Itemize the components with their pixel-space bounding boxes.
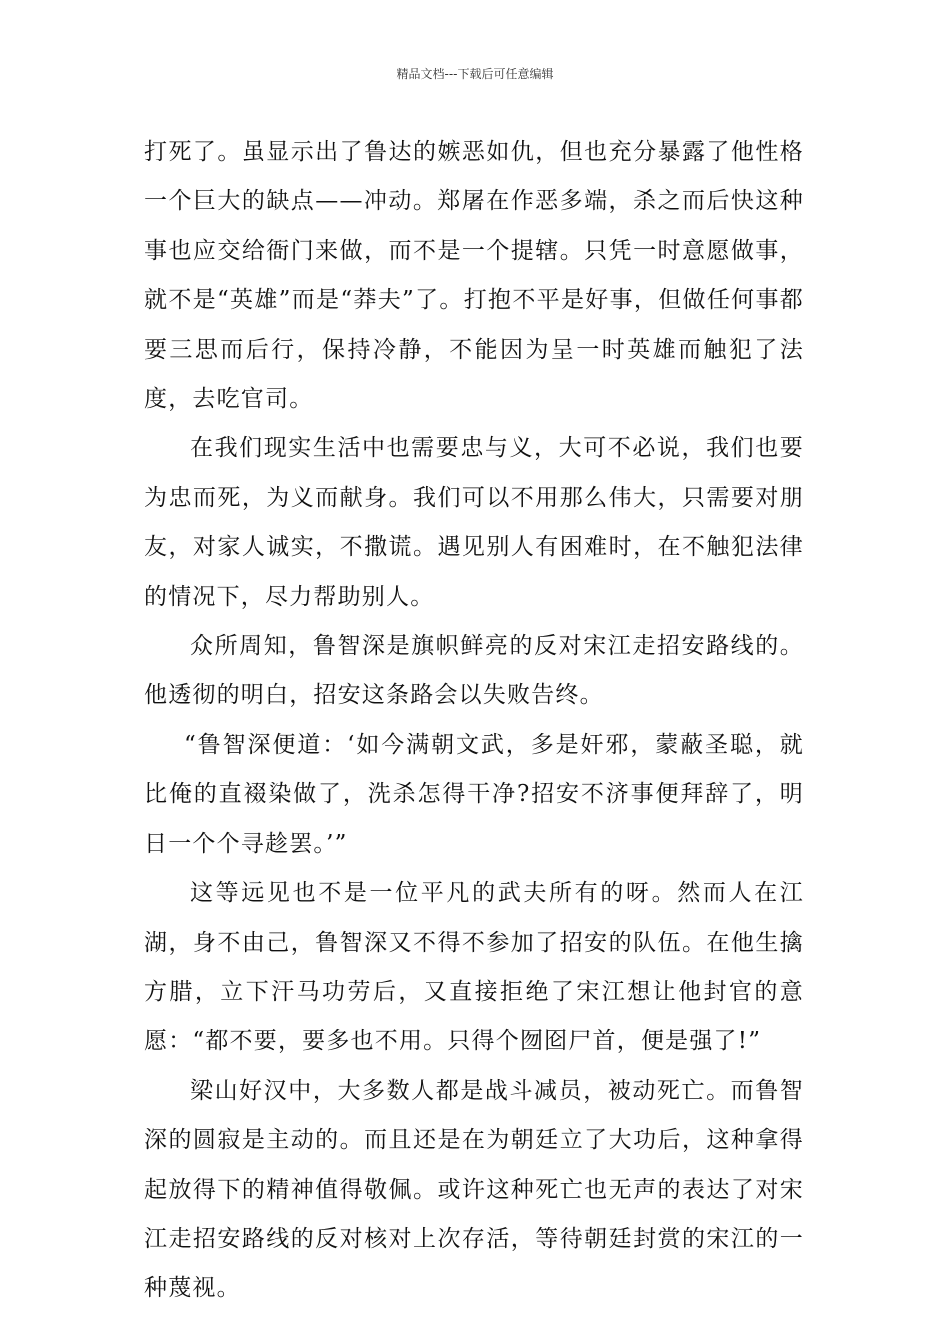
paragraph-foresight: 这等远见也不是一位平凡的武夫所有的呀。然而人在江湖，身不由己，鲁智深又不得不参加了招安的队伍。在他生擒方腊，立下汗马功劳后，又直接拒绝了宋江想让他封官的意愿：“都不要，要多也不用。只得个囫囵尸首，便是强了!” bbox=[144, 880, 804, 1055]
document-body bbox=[144, 128, 804, 1314]
paragraph-continued: 打死了。虽显示出了鲁达的嫉恶如仇，但也充分暴露了他性格一个巨大的缺点——冲动。郑屠在作恶多端，杀之而后快这种事也应交给衙门来做，而不是一个提辖。只凭一时意愿做事，就不是“英雄”而是“莽夫”了。打抱不平是好事，但做任何事都要三思而后行，保持冷静，不能因为呈一时英雄而触犯了法度，去吃官司。 bbox=[144, 139, 804, 413]
paragraph-quote: “鲁智深便道：‘如今满朝文武，多是奸邪，蒙蔽圣聪，就比俺的直裰染做了，洗杀怎得干净?招安不济事便拜辞了，明日一个个寻趁罢。’” bbox=[144, 731, 804, 857]
paragraph-conclusion: 梁山好汉中，大多数人都是战斗减员，被动死亡。而鲁智深的圆寂是主动的。而且还是在为朝廷立了大功后，这种拿得起放得下的精神值得敬佩。或许这种死亡也无声的表达了对宋江走招安路线的反对核对上次存活，等待朝廷封赏的宋江的一种蔑视。 bbox=[144, 1077, 804, 1302]
paragraph-anti-amnesty: 众所周知，鲁智深是旗帜鲜亮的反对宋江走招安路线的。他透彻的明白，招安这条路会以失败告终。 bbox=[144, 633, 804, 709]
paragraph-loyalty: 在我们现实生活中也需要忠与义，大可不必说，我们也要为忠而死，为义而献身。我们可以不用那么伟大，只需要对朋友，对家人诚实，不撒谎。遇见别人有困难时，在不触犯法律的情况下，尽力帮助别人。 bbox=[144, 435, 804, 610]
page-header: 精品文档---下载后可任意编辑 bbox=[396, 67, 554, 81]
